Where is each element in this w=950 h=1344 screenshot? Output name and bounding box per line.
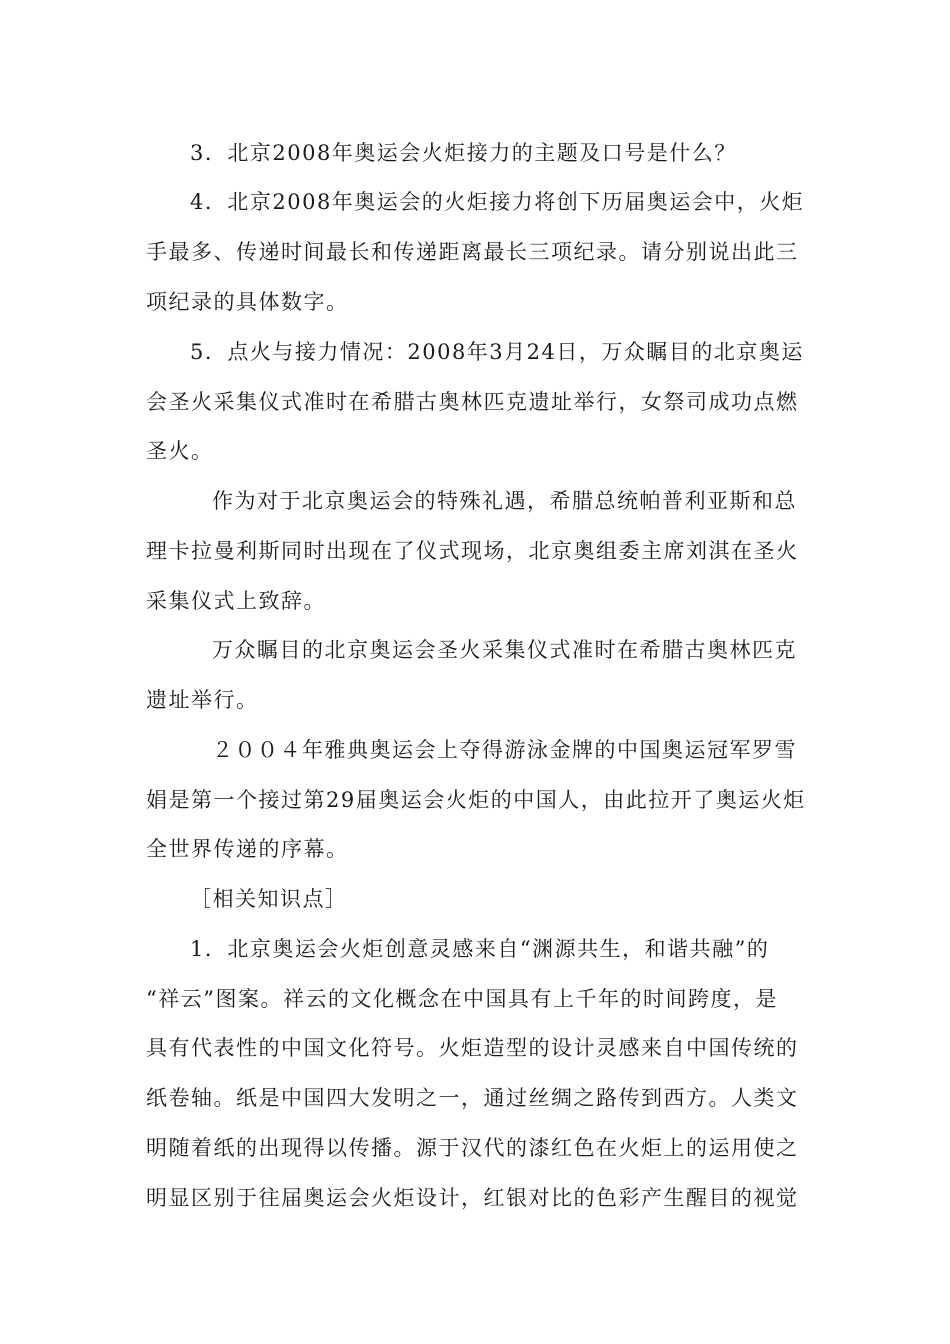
question-5-line-3: 圣火。 [146,439,214,463]
knowledge-1-line-3: 具有代表性的中国文化符号。火炬造型的设计灵感来自中国传统的 [146,1036,799,1060]
knowledge-1-line-5: 明随着纸的出现得以传播。源于汉代的漆红色在火炬上的运用使之 [146,1136,799,1160]
knowledge-1-line-1: 1．北京奥运会火炬创意灵感来自“渊源共生，和谐共融”的 [190,937,770,961]
question-5-line-2: 会圣火采集仪式准时在希腊古奥林匹克遗址举行，女祭司成功点燃 [146,390,799,414]
paragraph-greece-line-3: 采集仪式上致辞。 [146,589,326,613]
question-4-line-3: 项纪录的具体数字。 [146,290,349,314]
paragraph-greece-line-2: 理卡拉曼利斯同时出现在了仪式现场，北京奥组委主席刘淇在圣火 [146,539,799,563]
knowledge-1-line-2: “祥云”图案。祥云的文化概念在中国具有上千年的时间跨度，是 [146,987,778,1011]
paragraph-luo-line-1: ２００４年雅典奥运会上夺得游泳金牌的中国奥运冠军罗雪 [212,738,797,762]
question-5-line-1: 5．点火与接力情况：2008年3月24日，万众瞩目的北京奥运 [190,340,804,364]
question-4-line-1: 4．北京2008年奥运会的火炬接力将创下历届奥运会中，火炬 [190,190,805,214]
paragraph-luo-line-2: 娟是第一个接过第29届奥运会火炬的中国人，由此拉开了奥运火炬 [146,788,806,812]
paragraph-luo-line-3: 全世界传递的序幕。 [146,837,349,861]
paragraph-greece-line-1: 作为对于北京奥运会的特殊礼遇，希腊总统帕普利亚斯和总 [212,489,797,513]
knowledge-1-line-4: 纸卷轴。纸是中国四大发明之一，通过丝绸之路传到西方。人类文 [146,1086,799,1110]
section-heading-related-knowledge: ［相关知识点］ [190,887,348,911]
knowledge-1-line-6: 明显区别于往届奥运会火炬设计，红银对比的色彩产生醒目的视觉 [146,1186,799,1210]
question-4-line-2: 手最多、传递时间最长和传递距离最长三项纪录。请分别说出此三 [146,240,799,264]
paragraph-ceremony-line-1: 万众瞩目的北京奥运会圣火采集仪式准时在希腊古奥林匹克 [212,638,797,662]
paragraph-ceremony-line-2: 遗址举行。 [146,688,259,712]
question-3-line: 3．北京2008年奥运会火炬接力的主题及口号是什么？ [190,141,737,165]
